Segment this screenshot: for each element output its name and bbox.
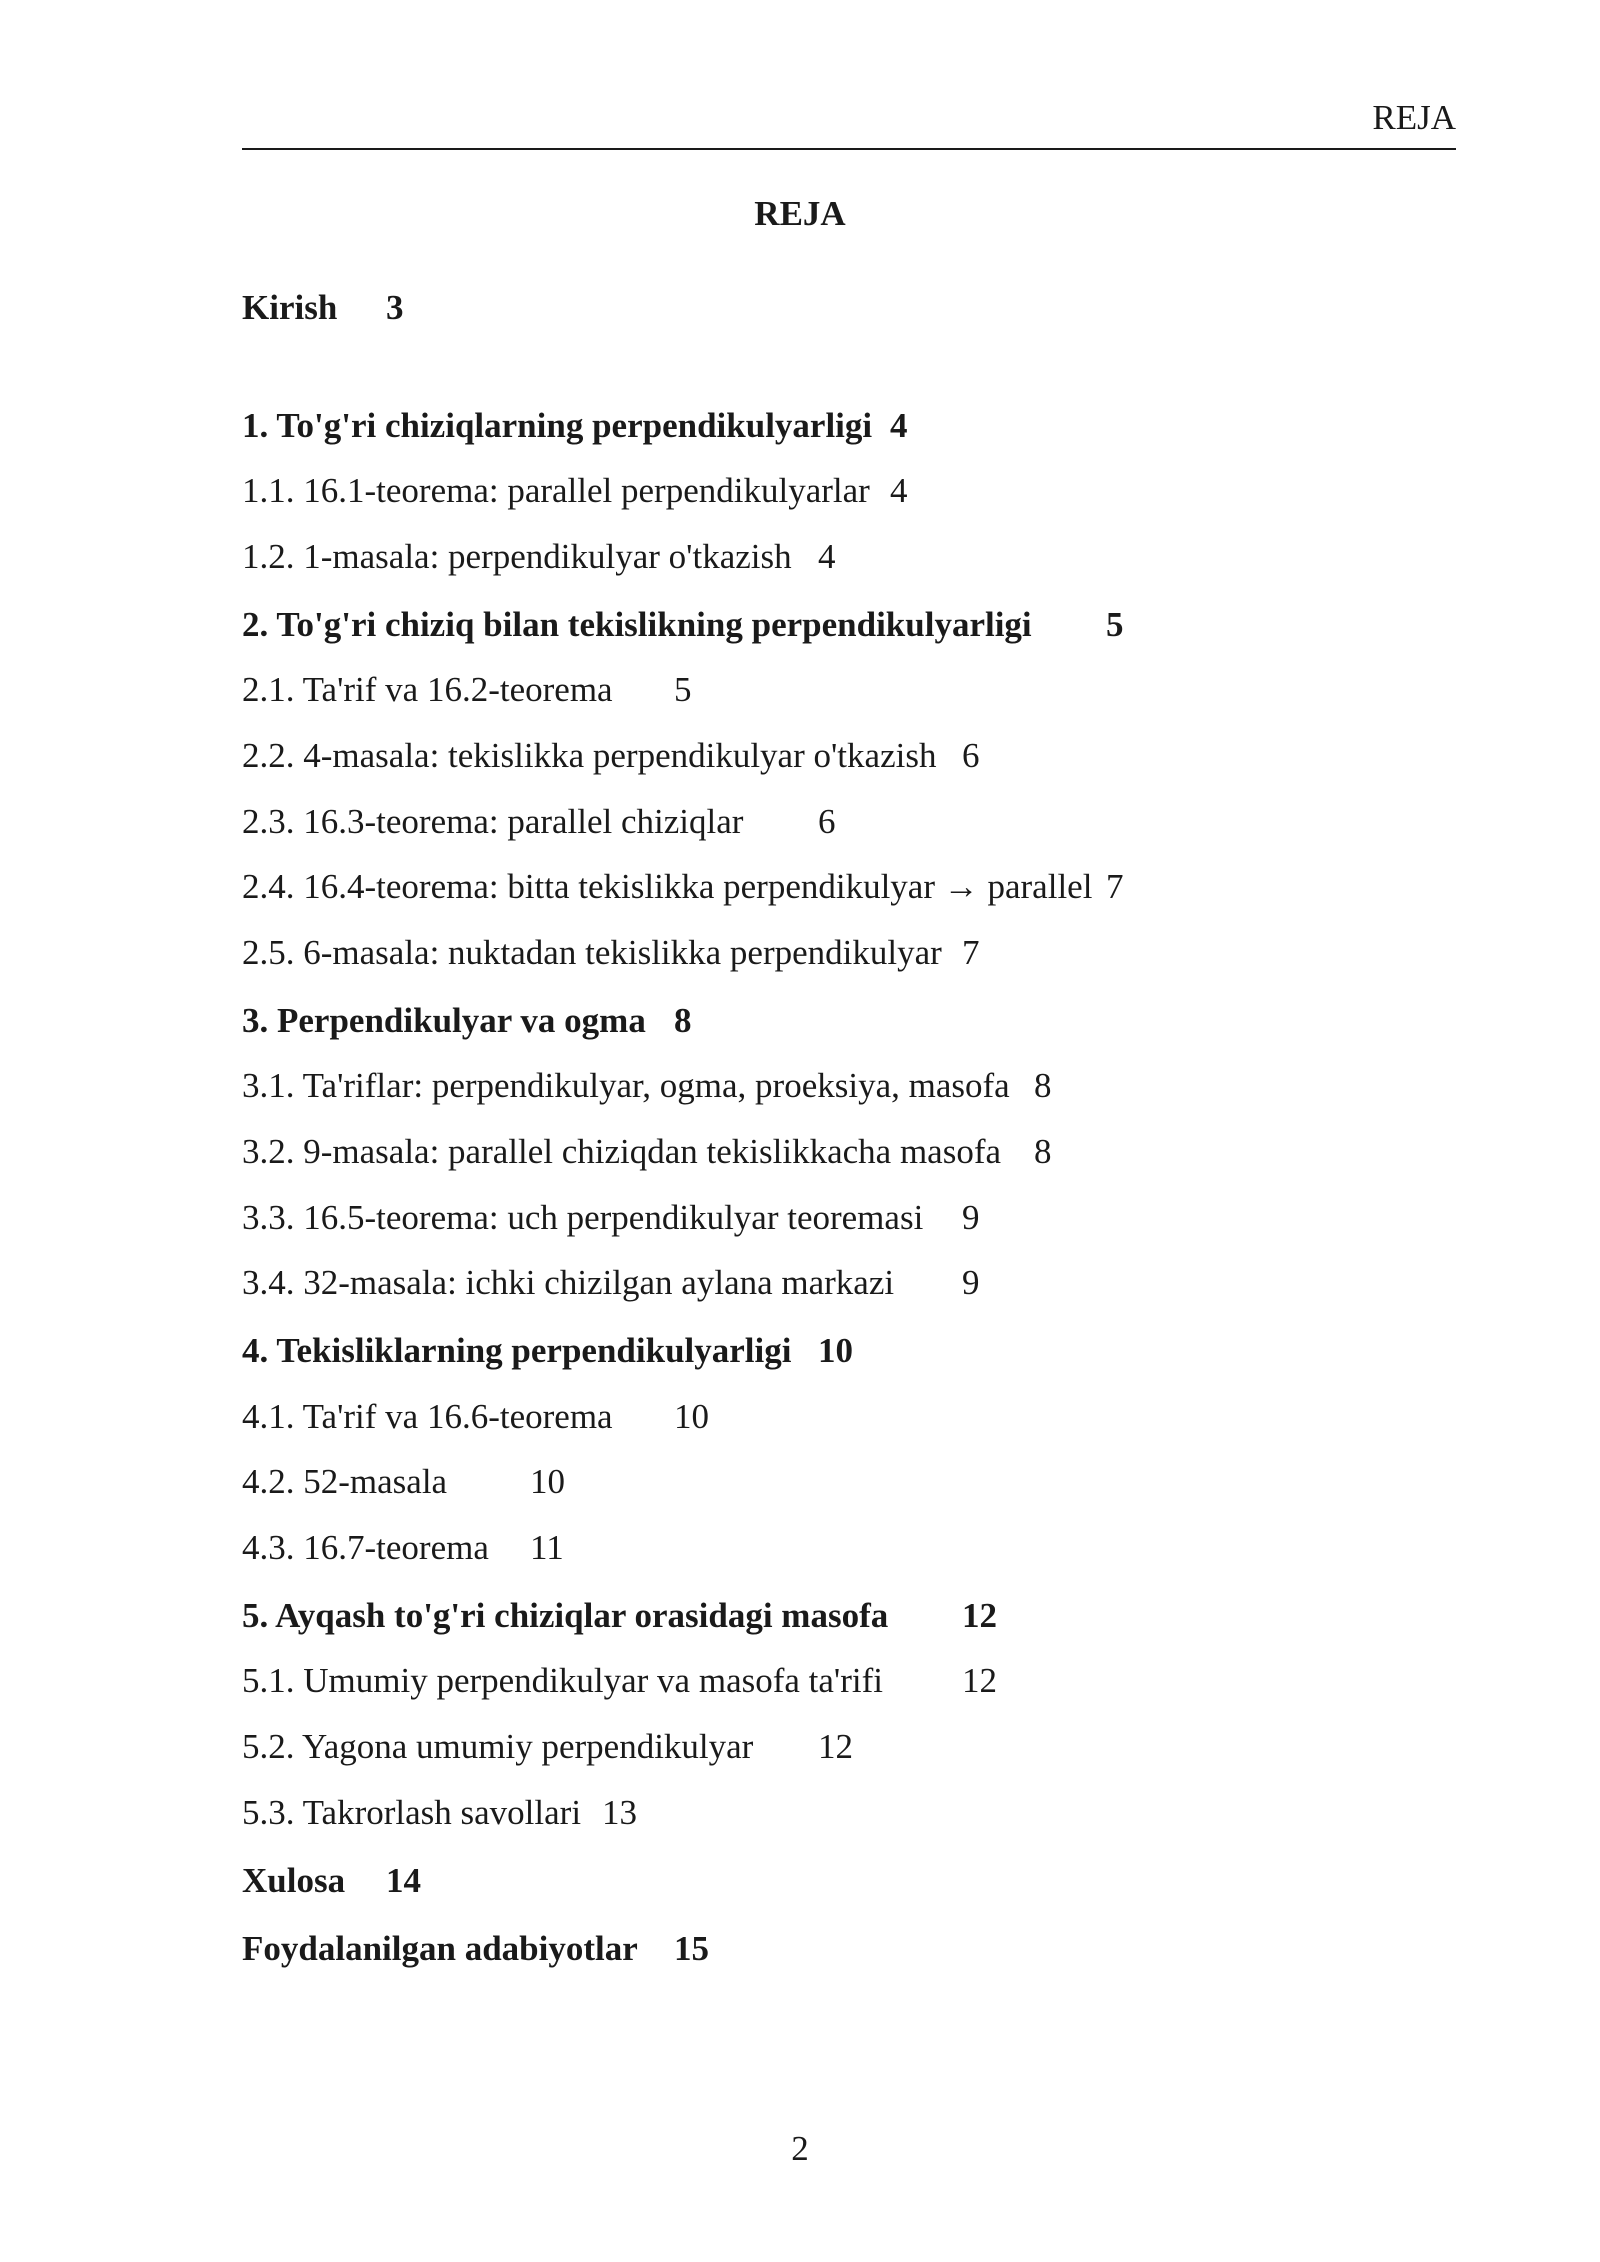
toc-entry-label: 4.1. Ta'rif va 16.6-teorema xyxy=(242,1397,613,1436)
toc-entry-label: Xulosa xyxy=(242,1861,346,1900)
toc-entry-page: 12 xyxy=(962,1661,997,1700)
toc-entry-label: 2.5. 6-masala: nuktadan tekislikka perpendikulyar xyxy=(242,933,942,972)
toc-entry-page: 8 xyxy=(1034,1066,1052,1105)
toc-entry-page: 12 xyxy=(962,1596,997,1635)
toc-entry-page: 10 xyxy=(818,1331,853,1370)
toc-entry-page: 6 xyxy=(962,736,980,775)
toc-entry-label: 4.3. 16.7-teorema xyxy=(242,1528,489,1567)
toc-entry-label: 1.1. 16.1-teorema: parallel perpendikulyarlar xyxy=(242,471,870,510)
toc-entry-page: 8 xyxy=(674,1001,692,1040)
toc-entry-page: 13 xyxy=(602,1793,637,1832)
toc-entry-label: 2.3. 16.3-teorema: parallel chiziqlar xyxy=(242,802,744,841)
toc-entry xyxy=(242,1460,565,1504)
toc-entry-page: 5 xyxy=(674,670,692,709)
toc-entry xyxy=(242,1725,853,1769)
toc-entry xyxy=(242,1859,421,1903)
toc-entry-label: 3.2. 9-masala: parallel chiziqdan tekislikkacha masofa xyxy=(242,1132,1002,1171)
toc-entry-label: 4.2. 52-masala xyxy=(242,1462,448,1501)
toc-entry-page: 10 xyxy=(530,1462,565,1501)
toc-entry-label: 5.1. Umumiy perpendikulyar va masofa ta'rifi xyxy=(242,1661,883,1700)
toc-entry-label: 1. To'g'ri chiziqlarning perpendikulyarligi xyxy=(242,406,873,445)
toc-entry-label: 2.1. Ta'rif va 16.2-teorema xyxy=(242,670,613,709)
toc-entry xyxy=(242,404,908,448)
toc-entry-page: 4 xyxy=(890,406,908,445)
toc-entry-label: 2.2. 4-masala: tekislikka perpendikulyar o'tkazish xyxy=(242,736,937,775)
page-title: REJA xyxy=(754,194,846,233)
toc-entry-label: Foydalanilgan adabiyotlar xyxy=(242,1929,638,1968)
toc-entry-page: 3 xyxy=(386,288,404,327)
toc-entry-page: 4 xyxy=(890,471,908,510)
toc-entry-page: 9 xyxy=(962,1198,980,1237)
toc-entry-label: 5. Ayqash to'g'ri chiziqlar orasidagi masofa xyxy=(242,1596,889,1635)
toc-entry xyxy=(242,1594,997,1638)
toc-entry xyxy=(242,1064,1052,1108)
toc-entry-label: 3. Perpendikulyar va ogma xyxy=(242,1001,646,1040)
toc-entry-label: 1.2. 1-masala: perpendikulyar o'tkazish xyxy=(242,537,792,576)
toc-entry-label: 4. Tekisliklarning perpendikulyarligi xyxy=(242,1331,792,1370)
toc-entry-page: 12 xyxy=(818,1727,853,1766)
toc-entry xyxy=(242,1130,1052,1174)
toc-entry xyxy=(242,286,404,330)
toc-entry xyxy=(242,999,692,1043)
toc-entry-page: 5 xyxy=(1106,605,1124,644)
toc-entry xyxy=(242,1395,709,1439)
toc-entry-page: 10 xyxy=(674,1397,709,1436)
toc-entry xyxy=(242,865,1124,909)
toc-entry xyxy=(242,469,908,513)
toc-entry-label: 5.3. Takrorlash savollari xyxy=(242,1793,582,1832)
toc-entry xyxy=(242,1329,853,1373)
toc-entry xyxy=(242,1196,980,1240)
toc-entry-label: 2.4. 16.4-teorema: bitta tekislikka perpendikulyar → parallel xyxy=(242,867,1093,906)
toc-entry xyxy=(242,535,836,579)
toc-entry-label: 5.2. Yagona umumiy perpendikulyar xyxy=(242,1727,754,1766)
toc-entry-label: 2. To'g'ri chiziq bilan tekislikning perpendikulyarligi xyxy=(242,605,1032,644)
toc-entry-page: 11 xyxy=(530,1528,564,1567)
toc-entry-page: 7 xyxy=(1106,867,1124,906)
toc-entry xyxy=(242,931,980,975)
toc-entry-page: 9 xyxy=(962,1263,980,1302)
toc-entry xyxy=(242,734,980,778)
toc-entry xyxy=(242,1659,997,1703)
toc-entry xyxy=(242,1261,980,1305)
page-number: 2 xyxy=(791,2129,809,2168)
toc-entry-page: 6 xyxy=(818,802,836,841)
running-header-title: REJA xyxy=(1372,98,1456,137)
toc-entry xyxy=(242,668,692,712)
toc-entry-label: Kirish xyxy=(242,288,338,327)
toc-entry-page: 15 xyxy=(674,1929,709,1968)
toc-entry-label: 3.4. 32-masala: ichki chizilgan aylana markazi xyxy=(242,1263,895,1302)
toc-entry-page: 8 xyxy=(1034,1132,1052,1171)
toc-entry xyxy=(242,800,836,844)
toc-entry-page: 7 xyxy=(962,933,980,972)
toc-entry-label: 3.3. 16.5-teorema: uch perpendikulyar teoremasi xyxy=(242,1198,924,1237)
toc-entry-label: 3.1. Ta'riflar: perpendikulyar, ogma, proeksiya, masofa xyxy=(242,1066,1010,1105)
toc-entry xyxy=(242,1526,564,1570)
toc-entry-page: 4 xyxy=(818,537,836,576)
toc-entry xyxy=(242,1927,709,1971)
toc-entry xyxy=(242,1791,637,1835)
toc-entry-page: 14 xyxy=(386,1861,421,1900)
toc-entry xyxy=(242,603,1124,647)
